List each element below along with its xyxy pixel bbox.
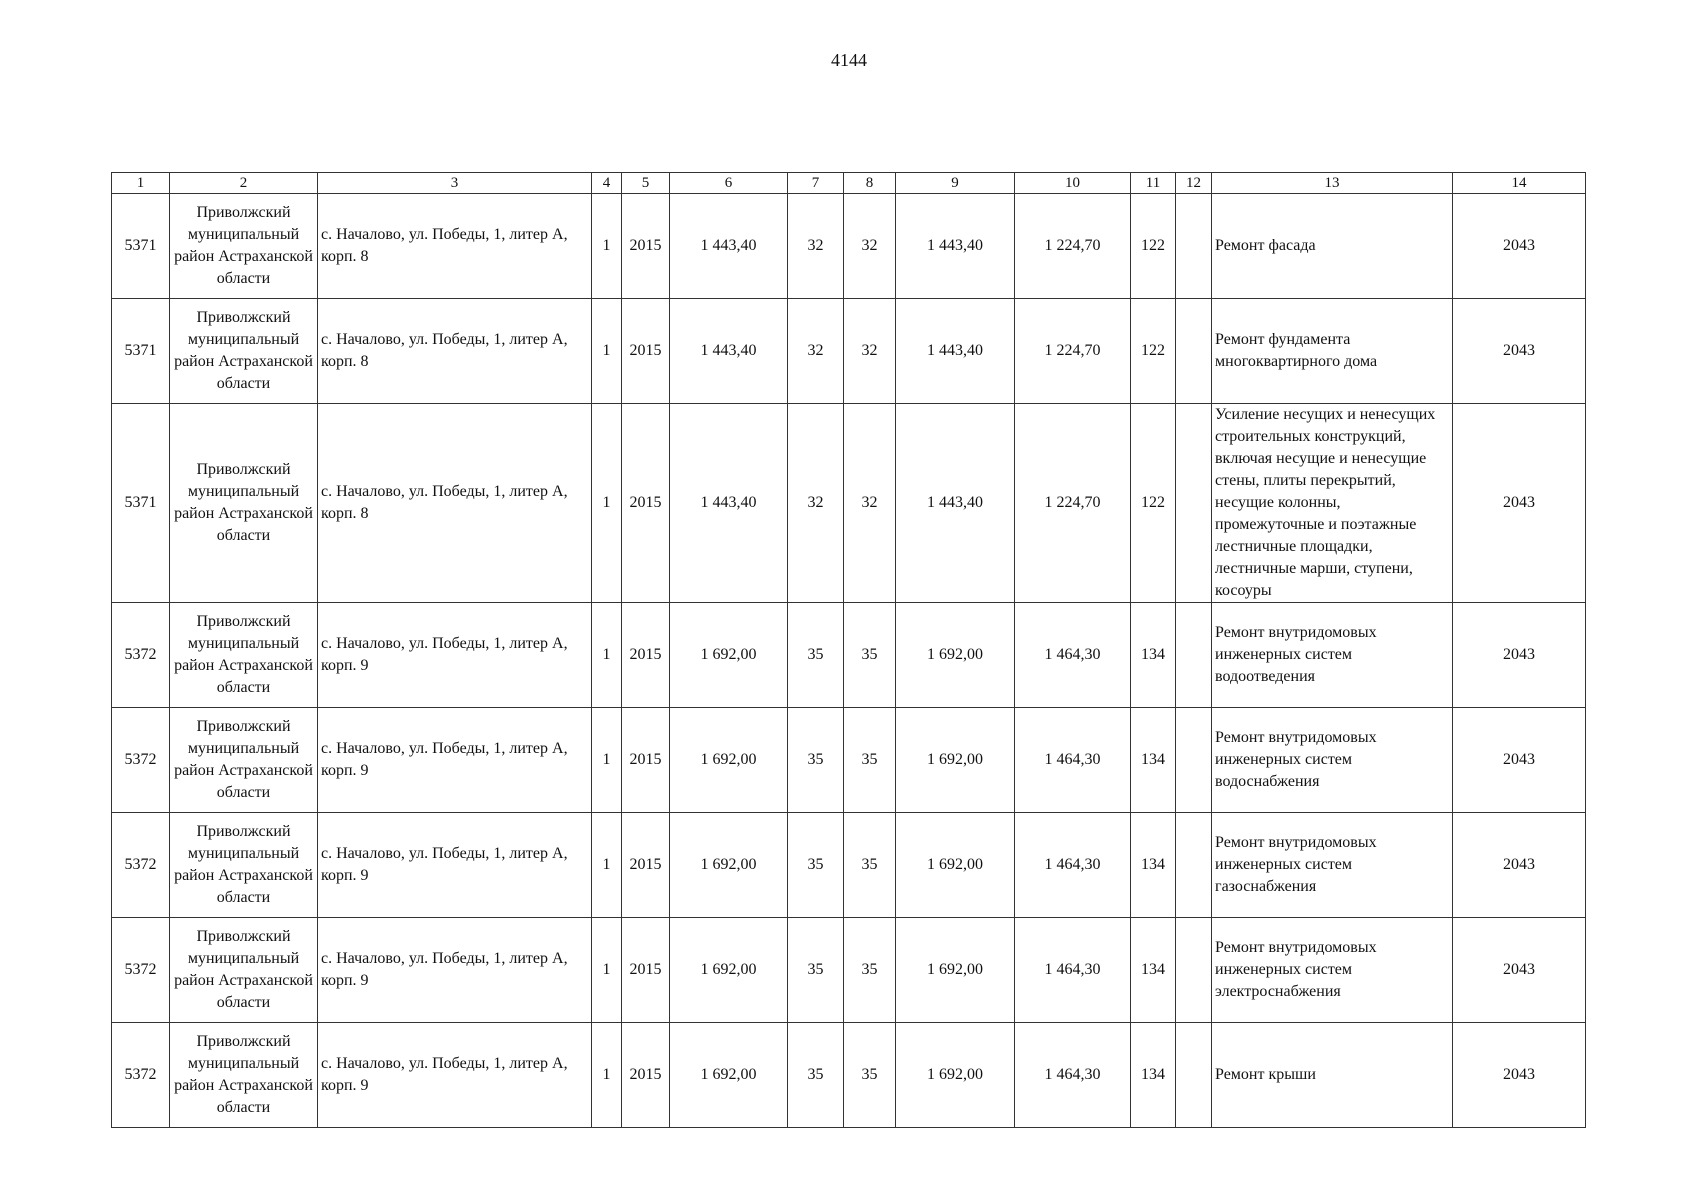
col-4-cell: 1: [592, 918, 622, 1023]
work-type-cell: Ремонт внутридомовых инженерных систем водоотведения: [1212, 603, 1453, 708]
capital-repair-table: [111, 172, 1586, 1128]
area-10-cell: 1 224,70: [1015, 299, 1131, 404]
district-cell: Приволжский муниципальный район Астраханской области: [170, 404, 318, 603]
row-number-cell: 5372: [112, 1023, 170, 1128]
plan-year-cell: 2043: [1453, 299, 1586, 404]
row-number-cell: 5371: [112, 299, 170, 404]
col-4-cell: 1: [592, 404, 622, 603]
col-12-cell: [1176, 918, 1212, 1023]
col-12-cell: [1176, 1023, 1212, 1128]
header-cell: 4: [592, 173, 622, 194]
area-10-cell: 1 464,30: [1015, 1023, 1131, 1128]
col-8-cell: 32: [844, 404, 896, 603]
area-total-cell: 1 692,00: [670, 603, 788, 708]
address-cell: с. Началово, ул. Победы, 1, литер А, корп. 8: [318, 194, 592, 299]
header-cell: 6: [670, 173, 788, 194]
area-10-cell: 1 224,70: [1015, 194, 1131, 299]
area-total-cell: 1 443,40: [670, 404, 788, 603]
plan-year-cell: 2043: [1453, 708, 1586, 813]
district-cell: Приволжский муниципальный район Астраханской области: [170, 1023, 318, 1128]
col-7-cell: 32: [788, 299, 844, 404]
work-type-cell: Ремонт крыши: [1212, 1023, 1453, 1128]
header-cell: 10: [1015, 173, 1131, 194]
col-7-cell: 35: [788, 813, 844, 918]
area-total-cell: 1 692,00: [670, 813, 788, 918]
col-7-cell: 35: [788, 603, 844, 708]
col-12-cell: [1176, 603, 1212, 708]
table-row: [112, 194, 1586, 299]
address-cell: с. Началово, ул. Победы, 1, литер А, корп. 9: [318, 918, 592, 1023]
work-type-cell: Ремонт фасада: [1212, 194, 1453, 299]
year-cell: 2015: [622, 194, 670, 299]
col-7-cell: 35: [788, 708, 844, 813]
header-cell: 7: [788, 173, 844, 194]
col-11-cell: 122: [1131, 194, 1176, 299]
area-9-cell: 1 443,40: [896, 299, 1015, 404]
col-8-cell: 35: [844, 1023, 896, 1128]
area-10-cell: 1 464,30: [1015, 603, 1131, 708]
year-cell: 2015: [622, 813, 670, 918]
year-cell: 2015: [622, 1023, 670, 1128]
col-4-cell: 1: [592, 299, 622, 404]
col-7-cell: 32: [788, 404, 844, 603]
area-total-cell: 1 443,40: [670, 194, 788, 299]
work-type-cell: Ремонт внутридомовых инженерных систем газоснабжения: [1212, 813, 1453, 918]
table-row: [112, 404, 1586, 603]
header-cell: 2: [170, 173, 318, 194]
year-cell: 2015: [622, 404, 670, 603]
col-7-cell: 35: [788, 1023, 844, 1128]
col-11-cell: 134: [1131, 1023, 1176, 1128]
col-11-cell: 122: [1131, 299, 1176, 404]
area-9-cell: 1 692,00: [896, 1023, 1015, 1128]
header-cell: 3: [318, 173, 592, 194]
col-7-cell: 32: [788, 194, 844, 299]
plan-year-cell: 2043: [1453, 813, 1586, 918]
area-total-cell: 1 692,00: [670, 918, 788, 1023]
col-12-cell: [1176, 299, 1212, 404]
district-cell: Приволжский муниципальный район Астраханской области: [170, 918, 318, 1023]
header-cell: 14: [1453, 173, 1586, 194]
year-cell: 2015: [622, 299, 670, 404]
column-number-header-row: [112, 173, 1586, 194]
area-10-cell: 1 224,70: [1015, 404, 1131, 603]
col-4-cell: 1: [592, 1023, 622, 1128]
address-cell: с. Началово, ул. Победы, 1, литер А, корп. 9: [318, 1023, 592, 1128]
plan-year-cell: 2043: [1453, 918, 1586, 1023]
col-4-cell: 1: [592, 603, 622, 708]
work-type-cell: Ремонт фундамента многоквартирного дома: [1212, 299, 1453, 404]
area-9-cell: 1 692,00: [896, 603, 1015, 708]
col-4-cell: 1: [592, 194, 622, 299]
area-10-cell: 1 464,30: [1015, 918, 1131, 1023]
col-8-cell: 35: [844, 708, 896, 813]
work-type-cell: Усиление несущих и ненесущих строительных конструкций, включая несущие и ненесущие стены, плиты перекрытий, несущие колонны, промежуточные и поэтажные лестничные площадки, лестничные марши, ступени, косоуры: [1212, 404, 1453, 603]
area-9-cell: 1 443,40: [896, 404, 1015, 603]
year-cell: 2015: [622, 708, 670, 813]
address-cell: с. Началово, ул. Победы, 1, литер А, корп. 9: [318, 603, 592, 708]
col-12-cell: [1176, 404, 1212, 603]
row-number-cell: 5371: [112, 194, 170, 299]
row-number-cell: 5372: [112, 603, 170, 708]
col-4-cell: 1: [592, 813, 622, 918]
address-cell: с. Началово, ул. Победы, 1, литер А, корп. 8: [318, 404, 592, 603]
col-8-cell: 32: [844, 194, 896, 299]
col-8-cell: 35: [844, 918, 896, 1023]
header-cell: 9: [896, 173, 1015, 194]
area-total-cell: 1 692,00: [670, 1023, 788, 1128]
table-row: [112, 813, 1586, 918]
col-11-cell: 134: [1131, 813, 1176, 918]
area-9-cell: 1 692,00: [896, 918, 1015, 1023]
district-cell: Приволжский муниципальный район Астраханской области: [170, 708, 318, 813]
col-12-cell: [1176, 813, 1212, 918]
table-row: [112, 299, 1586, 404]
district-cell: Приволжский муниципальный район Астраханской области: [170, 194, 318, 299]
area-10-cell: 1 464,30: [1015, 708, 1131, 813]
area-total-cell: 1 692,00: [670, 708, 788, 813]
work-type-cell: Ремонт внутридомовых инженерных систем водоснабжения: [1212, 708, 1453, 813]
address-cell: с. Началово, ул. Победы, 1, литер А, корп. 9: [318, 708, 592, 813]
col-8-cell: 35: [844, 603, 896, 708]
table-row: [112, 918, 1586, 1023]
header-cell: 12: [1176, 173, 1212, 194]
col-7-cell: 35: [788, 918, 844, 1023]
plan-year-cell: 2043: [1453, 404, 1586, 603]
col-12-cell: [1176, 194, 1212, 299]
district-cell: Приволжский муниципальный район Астраханской области: [170, 299, 318, 404]
header-cell: 11: [1131, 173, 1176, 194]
year-cell: 2015: [622, 603, 670, 708]
plan-year-cell: 2043: [1453, 603, 1586, 708]
row-number-cell: 5372: [112, 813, 170, 918]
area-9-cell: 1 692,00: [896, 813, 1015, 918]
work-type-cell: Ремонт внутридомовых инженерных систем электроснабжения: [1212, 918, 1453, 1023]
col-11-cell: 134: [1131, 708, 1176, 813]
table-row: [112, 708, 1586, 813]
col-12-cell: [1176, 708, 1212, 813]
header-cell: 1: [112, 173, 170, 194]
col-4-cell: 1: [592, 708, 622, 813]
table-row: [112, 1023, 1586, 1128]
col-11-cell: 134: [1131, 918, 1176, 1023]
row-number-cell: 5372: [112, 918, 170, 1023]
col-11-cell: 122: [1131, 404, 1176, 603]
area-9-cell: 1 692,00: [896, 708, 1015, 813]
address-cell: с. Началово, ул. Победы, 1, литер А, корп. 8: [318, 299, 592, 404]
header-cell: 8: [844, 173, 896, 194]
page-number: 4144: [831, 50, 867, 70]
row-number-cell: 5372: [112, 708, 170, 813]
address-cell: с. Началово, ул. Победы, 1, литер А, корп. 9: [318, 813, 592, 918]
area-10-cell: 1 464,30: [1015, 813, 1131, 918]
area-9-cell: 1 443,40: [896, 194, 1015, 299]
col-11-cell: 134: [1131, 603, 1176, 708]
header-cell: 5: [622, 173, 670, 194]
col-8-cell: 32: [844, 299, 896, 404]
table-row: [112, 603, 1586, 708]
col-8-cell: 35: [844, 813, 896, 918]
area-total-cell: 1 443,40: [670, 299, 788, 404]
year-cell: 2015: [622, 918, 670, 1023]
plan-year-cell: 2043: [1453, 194, 1586, 299]
plan-year-cell: 2043: [1453, 1023, 1586, 1128]
district-cell: Приволжский муниципальный район Астраханской области: [170, 813, 318, 918]
district-cell: Приволжский муниципальный район Астраханской области: [170, 603, 318, 708]
header-cell: 13: [1212, 173, 1453, 194]
row-number-cell: 5371: [112, 404, 170, 603]
